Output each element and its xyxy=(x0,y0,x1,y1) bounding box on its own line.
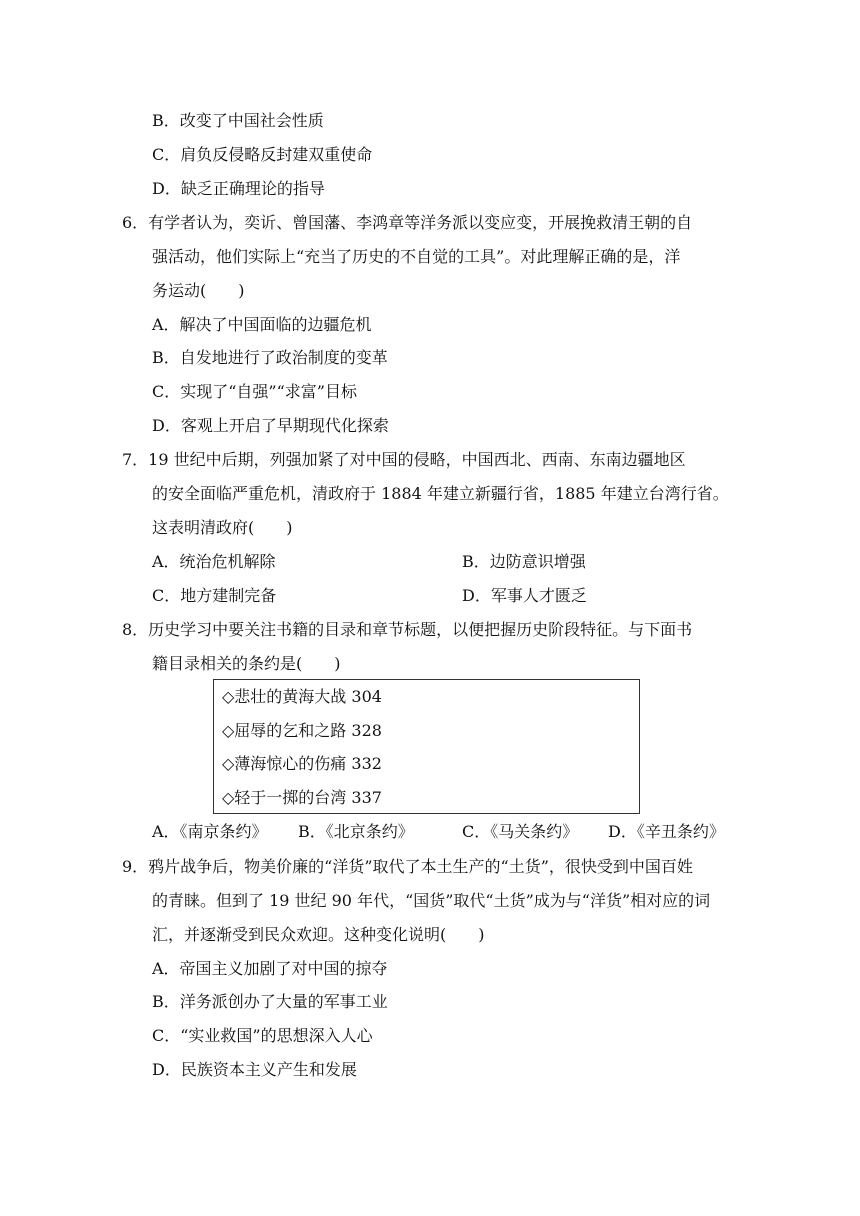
q6-option-c: C．实现了“自强”“求富”目标 xyxy=(152,382,357,401)
q7-stem-line-3: 这表明清政府( ) xyxy=(152,518,293,537)
contents-item: ◇悲壮的黄海大战 304 xyxy=(222,687,382,706)
q9-option-a: A．帝国主义加剧了对中国的掠夺 xyxy=(152,959,388,978)
contents-item: ◇薄海惊心的伤痛 332 xyxy=(222,754,382,773)
q6-option-d: D．客观上开启了早期现代化探索 xyxy=(152,416,389,435)
q9-stem-line-2: 的青睐。但到了 19 世纪 90 年代，“国货”取代“土货”成为与“洋货”相对应的词 xyxy=(152,891,711,910)
q8-option-d: D．《辛丑条约》 xyxy=(608,822,725,841)
q7-option-b: B．边防意识增强 xyxy=(462,552,586,571)
q9-option-c: C．“实业救国”的思想深入人心 xyxy=(152,1026,373,1045)
q8-option-c: C．《马关条约》 xyxy=(462,822,579,841)
q7-stem-line-1: 7．19 世纪中后期，列强加紧了对中国的侵略，中国西北、西南、东南边疆地区 xyxy=(122,450,686,469)
q6-stem-line-3: 务运动( ) xyxy=(152,281,245,300)
q5-option-c: C．肩负反侵略反封建双重使命 xyxy=(152,145,373,164)
q7-stem-line-2: 的安全面临严重危机，清政府于 1884 年建立新疆行省，1885 年建立台湾行省。 xyxy=(152,484,729,503)
q5-option-d: D．缺乏正确理论的指导 xyxy=(152,179,325,198)
q6-stem-line-2: 强活动，他们实际上“充当了历史的不自觉的工具”。对此理解正确的是，洋 xyxy=(152,247,681,266)
q9-stem-line-3: 汇，并逐渐受到民众欢迎。这种变化说明( ) xyxy=(152,925,485,944)
q9-option-b: B．洋务派创办了大量的军事工业 xyxy=(152,992,388,1011)
q7-option-c: C．地方建制完备 xyxy=(152,586,277,605)
contents-item: ◇屈辱的乞和之路 328 xyxy=(222,721,382,740)
q6-option-b: B．自发地进行了政治制度的变革 xyxy=(152,348,388,367)
q6-option-a: A．解决了中国面临的边疆危机 xyxy=(152,315,372,334)
book-contents-box xyxy=(213,679,640,814)
q8-stem-line-1: 8．历史学习中要关注书籍的目录和章节标题，以便把握历史阶段特征。与下面书 xyxy=(122,620,693,639)
q7-option-a: A．统治危机解除 xyxy=(152,552,276,571)
q6-stem-line-1: 6．有学者认为，奕䜣、曾国藩、李鸿章等洋务派以变应变，开展挽救清王朝的自 xyxy=(122,213,693,232)
q8-option-a: A．《南京条约》 xyxy=(152,822,268,841)
q9-option-d: D．民族资本主义产生和发展 xyxy=(152,1060,357,1079)
q9-stem-line-1: 9．鸦片战争后，物美价廉的“洋货”取代了本土生产的“土货”，很快受到中国百姓 xyxy=(122,857,693,876)
q8-option-b: B．《北京条约》 xyxy=(298,822,414,841)
q5-option-b: B．改变了中国社会性质 xyxy=(152,111,324,130)
contents-item: ◇轻于一掷的台湾 337 xyxy=(222,788,382,807)
q7-option-d: D．军事人才匮乏 xyxy=(462,586,587,605)
q8-stem-line-2: 籍目录相关的条约是( ) xyxy=(152,654,341,673)
